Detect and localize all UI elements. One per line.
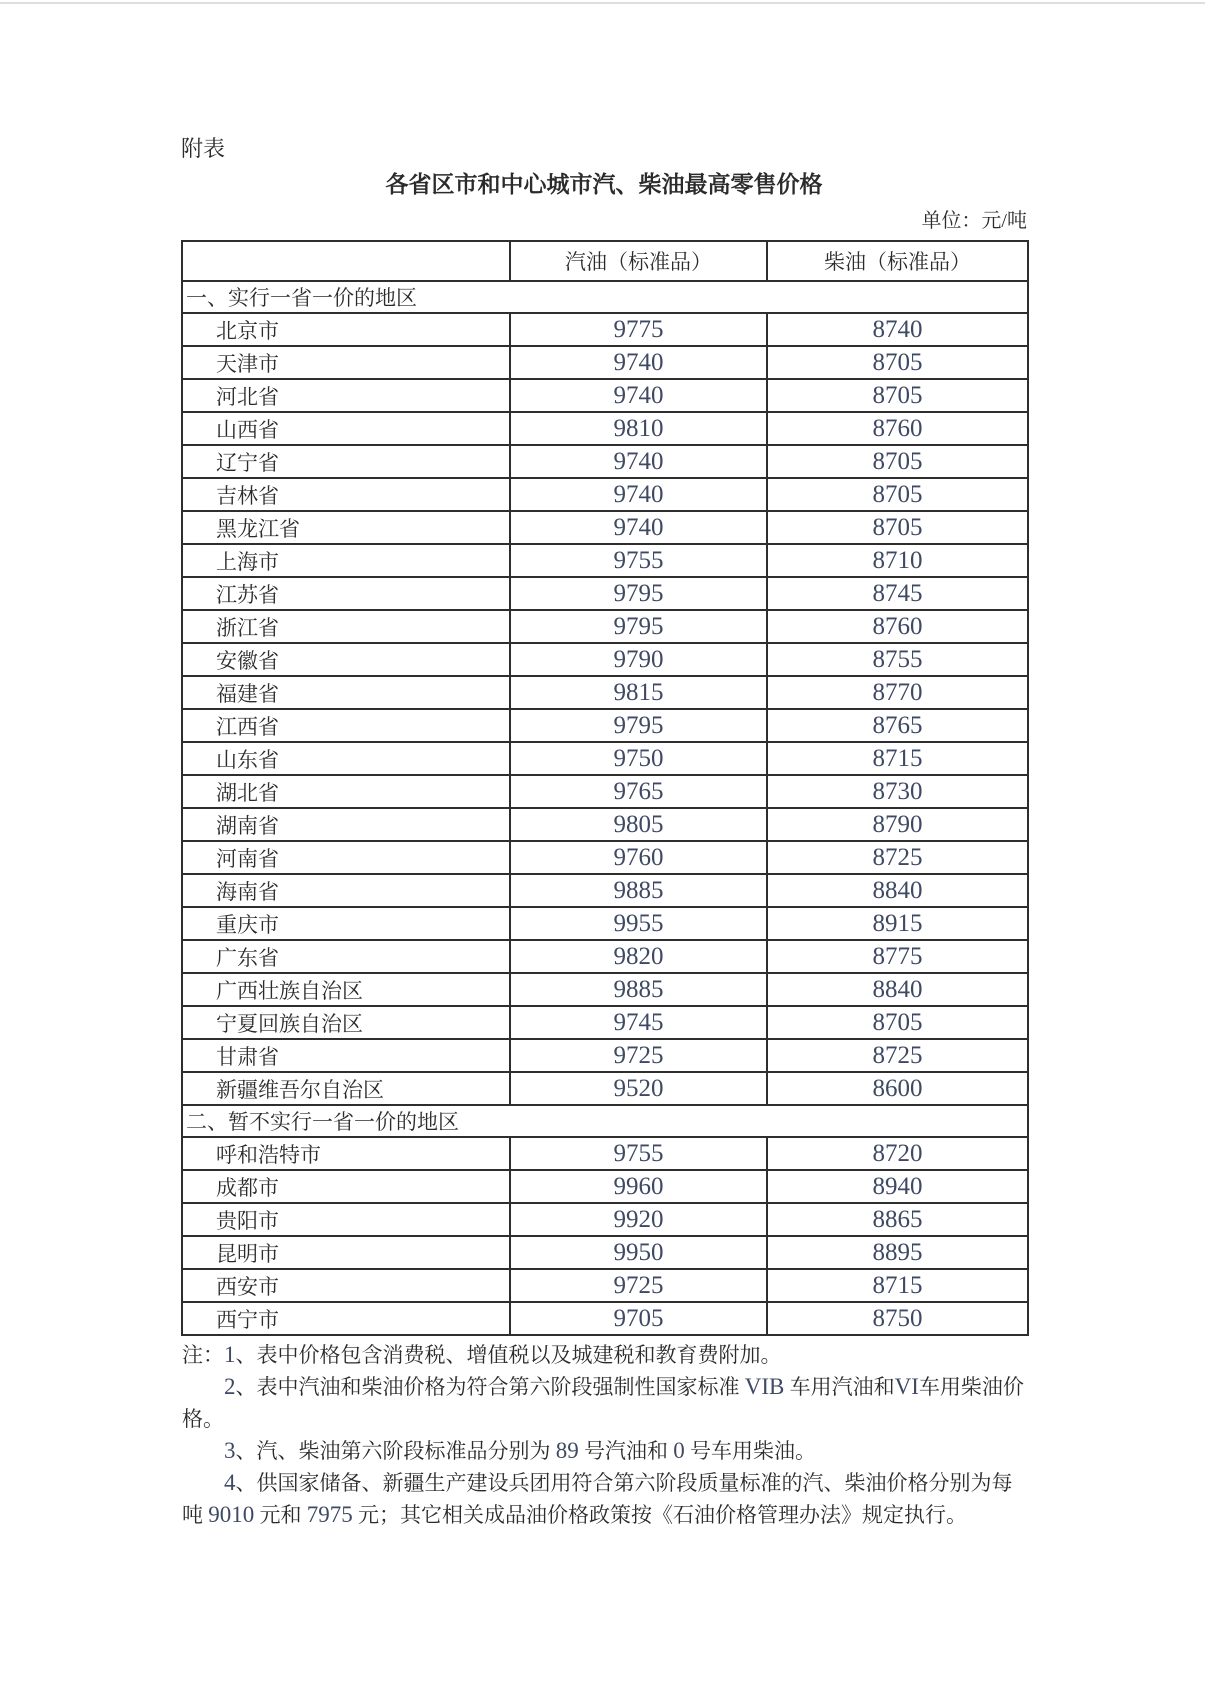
- table-row: [182, 1039, 1028, 1072]
- table-row: [182, 940, 1028, 973]
- table-row: [182, 1203, 1028, 1236]
- gasoline-price-cell: 9815: [510, 676, 767, 709]
- region-cell: 天津市: [182, 346, 510, 379]
- note-number: 1: [224, 1342, 236, 1367]
- region-cell: 山东省: [182, 742, 510, 775]
- table-row: [182, 742, 1028, 775]
- region-cell: 新疆维吾尔自治区: [182, 1072, 510, 1105]
- diesel-price-cell: 8750: [767, 1302, 1028, 1335]
- region-column-header: [182, 241, 510, 281]
- gasoline-price-cell: 9750: [510, 742, 767, 775]
- gasoline-price-cell: 9810: [510, 412, 767, 445]
- gasoline-price-cell: 9790: [510, 643, 767, 676]
- diesel-price-cell: 8865: [767, 1203, 1028, 1236]
- table-row: [182, 907, 1028, 940]
- note-number: 89: [555, 1438, 579, 1463]
- gasoline-price-cell: 9705: [510, 1302, 767, 1335]
- diesel-price-cell: 8740: [767, 313, 1028, 346]
- table-row: [182, 346, 1028, 379]
- table-row: [182, 511, 1028, 544]
- region-cell: 西宁市: [182, 1302, 510, 1335]
- note-line: 注：1、表中价格包含消费税、增值税以及城建税和教育费附加。: [182, 1342, 782, 1367]
- table-row: [182, 379, 1028, 412]
- region-cell: 贵阳市: [182, 1203, 510, 1236]
- diesel-price-cell: 8705: [767, 511, 1028, 544]
- region-cell: 河北省: [182, 379, 510, 412]
- table-row: [182, 643, 1028, 676]
- table-row: [182, 808, 1028, 841]
- region-cell: 江苏省: [182, 577, 510, 610]
- page-title: 各省区市和中心城市汽、柴油最高零售价格: [385, 172, 823, 197]
- diesel-price-cell: 8705: [767, 1006, 1028, 1039]
- region-cell: 上海市: [182, 544, 510, 577]
- diesel-column-header: 柴油（标准品）: [767, 241, 1028, 281]
- region-cell: 呼和浩特市: [182, 1137, 510, 1170]
- diesel-price-cell: 8710: [767, 544, 1028, 577]
- gasoline-price-cell: 9745: [510, 1006, 767, 1039]
- diesel-price-cell: 8720: [767, 1137, 1028, 1170]
- gasoline-price-cell: 9725: [510, 1269, 767, 1302]
- table-row: [182, 1302, 1028, 1335]
- page-top-divider: [0, 2, 1205, 4]
- note-line: 4、供国家储备、新疆生产建设兵团用符合第六阶段质量标准的汽、柴油价格分别为每: [224, 1470, 1013, 1495]
- note-number: 2: [224, 1374, 236, 1399]
- diesel-price-cell: 8790: [767, 808, 1028, 841]
- table-row: [182, 709, 1028, 742]
- region-cell: 成都市: [182, 1170, 510, 1203]
- diesel-price-cell: 8600: [767, 1072, 1028, 1105]
- gasoline-price-cell: 9520: [510, 1072, 767, 1105]
- section-header: 二、暂不实行一省一价的地区: [182, 1105, 1028, 1137]
- diesel-price-cell: 8760: [767, 412, 1028, 445]
- diesel-price-cell: 8715: [767, 742, 1028, 775]
- diesel-price-cell: 8725: [767, 841, 1028, 874]
- note-number: 9010: [208, 1502, 255, 1527]
- diesel-price-cell: 8770: [767, 676, 1028, 709]
- region-cell: 湖南省: [182, 808, 510, 841]
- gasoline-price-cell: 9775: [510, 313, 767, 346]
- diesel-price-cell: 8705: [767, 445, 1028, 478]
- attachment-label: 附表: [181, 136, 226, 161]
- note-number: VI: [894, 1374, 919, 1399]
- region-cell: 北京市: [182, 313, 510, 346]
- notes: [182, 1339, 1048, 1531]
- note-number: VIB: [744, 1374, 785, 1399]
- diesel-price-cell: 8915: [767, 907, 1028, 940]
- diesel-price-cell: 8745: [767, 577, 1028, 610]
- table-row: [182, 676, 1028, 709]
- table-header-row: [182, 241, 1028, 281]
- region-cell: 河南省: [182, 841, 510, 874]
- region-cell: 黑龙江省: [182, 511, 510, 544]
- table-row: [182, 478, 1028, 511]
- table-row: [182, 874, 1028, 907]
- table-row: [182, 313, 1028, 346]
- gasoline-price-cell: 9795: [510, 577, 767, 610]
- diesel-price-cell: 8715: [767, 1269, 1028, 1302]
- gasoline-price-cell: 9795: [510, 709, 767, 742]
- table-row: [182, 1170, 1028, 1203]
- table-row: [182, 1269, 1028, 1302]
- region-cell: 西安市: [182, 1269, 510, 1302]
- table-row: [182, 544, 1028, 577]
- note-number: 3: [224, 1438, 236, 1463]
- note-line: 吨 9010 元和 7975 元；其它相关成品油价格政策按《石油价格管理办法》规定执行。: [182, 1502, 967, 1527]
- section-header: 一、实行一省一价的地区: [182, 281, 1028, 313]
- gasoline-price-cell: 9740: [510, 478, 767, 511]
- table-row: [182, 1137, 1028, 1170]
- gasoline-price-cell: 9950: [510, 1236, 767, 1269]
- gasoline-price-cell: 9725: [510, 1039, 767, 1072]
- region-cell: 江西省: [182, 709, 510, 742]
- region-cell: 安徽省: [182, 643, 510, 676]
- gasoline-price-cell: 9795: [510, 610, 767, 643]
- diesel-price-cell: 8765: [767, 709, 1028, 742]
- table-row: [182, 1072, 1028, 1105]
- section-header-row: [182, 1105, 1028, 1137]
- region-cell: 重庆市: [182, 907, 510, 940]
- table-row: [182, 973, 1028, 1006]
- gasoline-column-header: 汽油（标准品）: [510, 241, 767, 281]
- table-row: [182, 775, 1028, 808]
- gasoline-price-cell: 9740: [510, 379, 767, 412]
- gasoline-price-cell: 9960: [510, 1170, 767, 1203]
- diesel-price-cell: 8705: [767, 346, 1028, 379]
- diesel-price-cell: 8895: [767, 1236, 1028, 1269]
- region-cell: 甘肃省: [182, 1039, 510, 1072]
- diesel-price-cell: 8755: [767, 643, 1028, 676]
- gasoline-price-cell: 9740: [510, 346, 767, 379]
- table-row: [182, 841, 1028, 874]
- region-cell: 辽宁省: [182, 445, 510, 478]
- gasoline-price-cell: 9885: [510, 973, 767, 1006]
- gasoline-price-cell: 9755: [510, 1137, 767, 1170]
- gasoline-price-cell: 9920: [510, 1203, 767, 1236]
- note-line: 2、表中汽油和柴油价格为符合第六阶段强制性国家标准 VIB 车用汽油和VI车用柴油价: [224, 1374, 1024, 1399]
- diesel-price-cell: 8775: [767, 940, 1028, 973]
- note-line: 3、汽、柴油第六阶段标准品分别为 89 号汽油和 0 号车用柴油。: [224, 1438, 816, 1463]
- gasoline-price-cell: 9755: [510, 544, 767, 577]
- diesel-price-cell: 8725: [767, 1039, 1028, 1072]
- table-header: [182, 241, 1028, 281]
- table-body: [182, 281, 1028, 1335]
- note-number: 7975: [306, 1502, 353, 1527]
- note-number: 4: [224, 1470, 236, 1495]
- region-cell: 山西省: [182, 412, 510, 445]
- gasoline-price-cell: 9765: [510, 775, 767, 808]
- region-cell: 广西壮族自治区: [182, 973, 510, 1006]
- table-row: [182, 445, 1028, 478]
- table-row: [182, 412, 1028, 445]
- region-cell: 昆明市: [182, 1236, 510, 1269]
- gasoline-price-cell: 9885: [510, 874, 767, 907]
- diesel-price-cell: 8705: [767, 478, 1028, 511]
- table-row: [182, 1236, 1028, 1269]
- region-cell: 福建省: [182, 676, 510, 709]
- region-cell: 海南省: [182, 874, 510, 907]
- note-number: 0: [673, 1438, 685, 1463]
- region-cell: 宁夏回族自治区: [182, 1006, 510, 1039]
- region-cell: 广东省: [182, 940, 510, 973]
- gasoline-price-cell: 9740: [510, 445, 767, 478]
- gasoline-price-cell: 9955: [510, 907, 767, 940]
- table-row: [182, 1006, 1028, 1039]
- gasoline-price-cell: 9820: [510, 940, 767, 973]
- note-line: 格。: [182, 1407, 224, 1431]
- section-header-row: [182, 281, 1028, 313]
- region-cell: 浙江省: [182, 610, 510, 643]
- gasoline-price-cell: 9805: [510, 808, 767, 841]
- diesel-price-cell: 8840: [767, 874, 1028, 907]
- diesel-price-cell: 8705: [767, 379, 1028, 412]
- region-cell: 吉林省: [182, 478, 510, 511]
- diesel-price-cell: 8760: [767, 610, 1028, 643]
- table-row: [182, 577, 1028, 610]
- gasoline-price-cell: 9760: [510, 841, 767, 874]
- diesel-price-cell: 8840: [767, 973, 1028, 1006]
- region-cell: 湖北省: [182, 775, 510, 808]
- table-row: [182, 610, 1028, 643]
- gasoline-price-cell: 9740: [510, 511, 767, 544]
- diesel-price-cell: 8730: [767, 775, 1028, 808]
- unit-label: 单位：元/吨: [921, 210, 1027, 232]
- diesel-price-cell: 8940: [767, 1170, 1028, 1203]
- price-table: [181, 240, 1029, 1336]
